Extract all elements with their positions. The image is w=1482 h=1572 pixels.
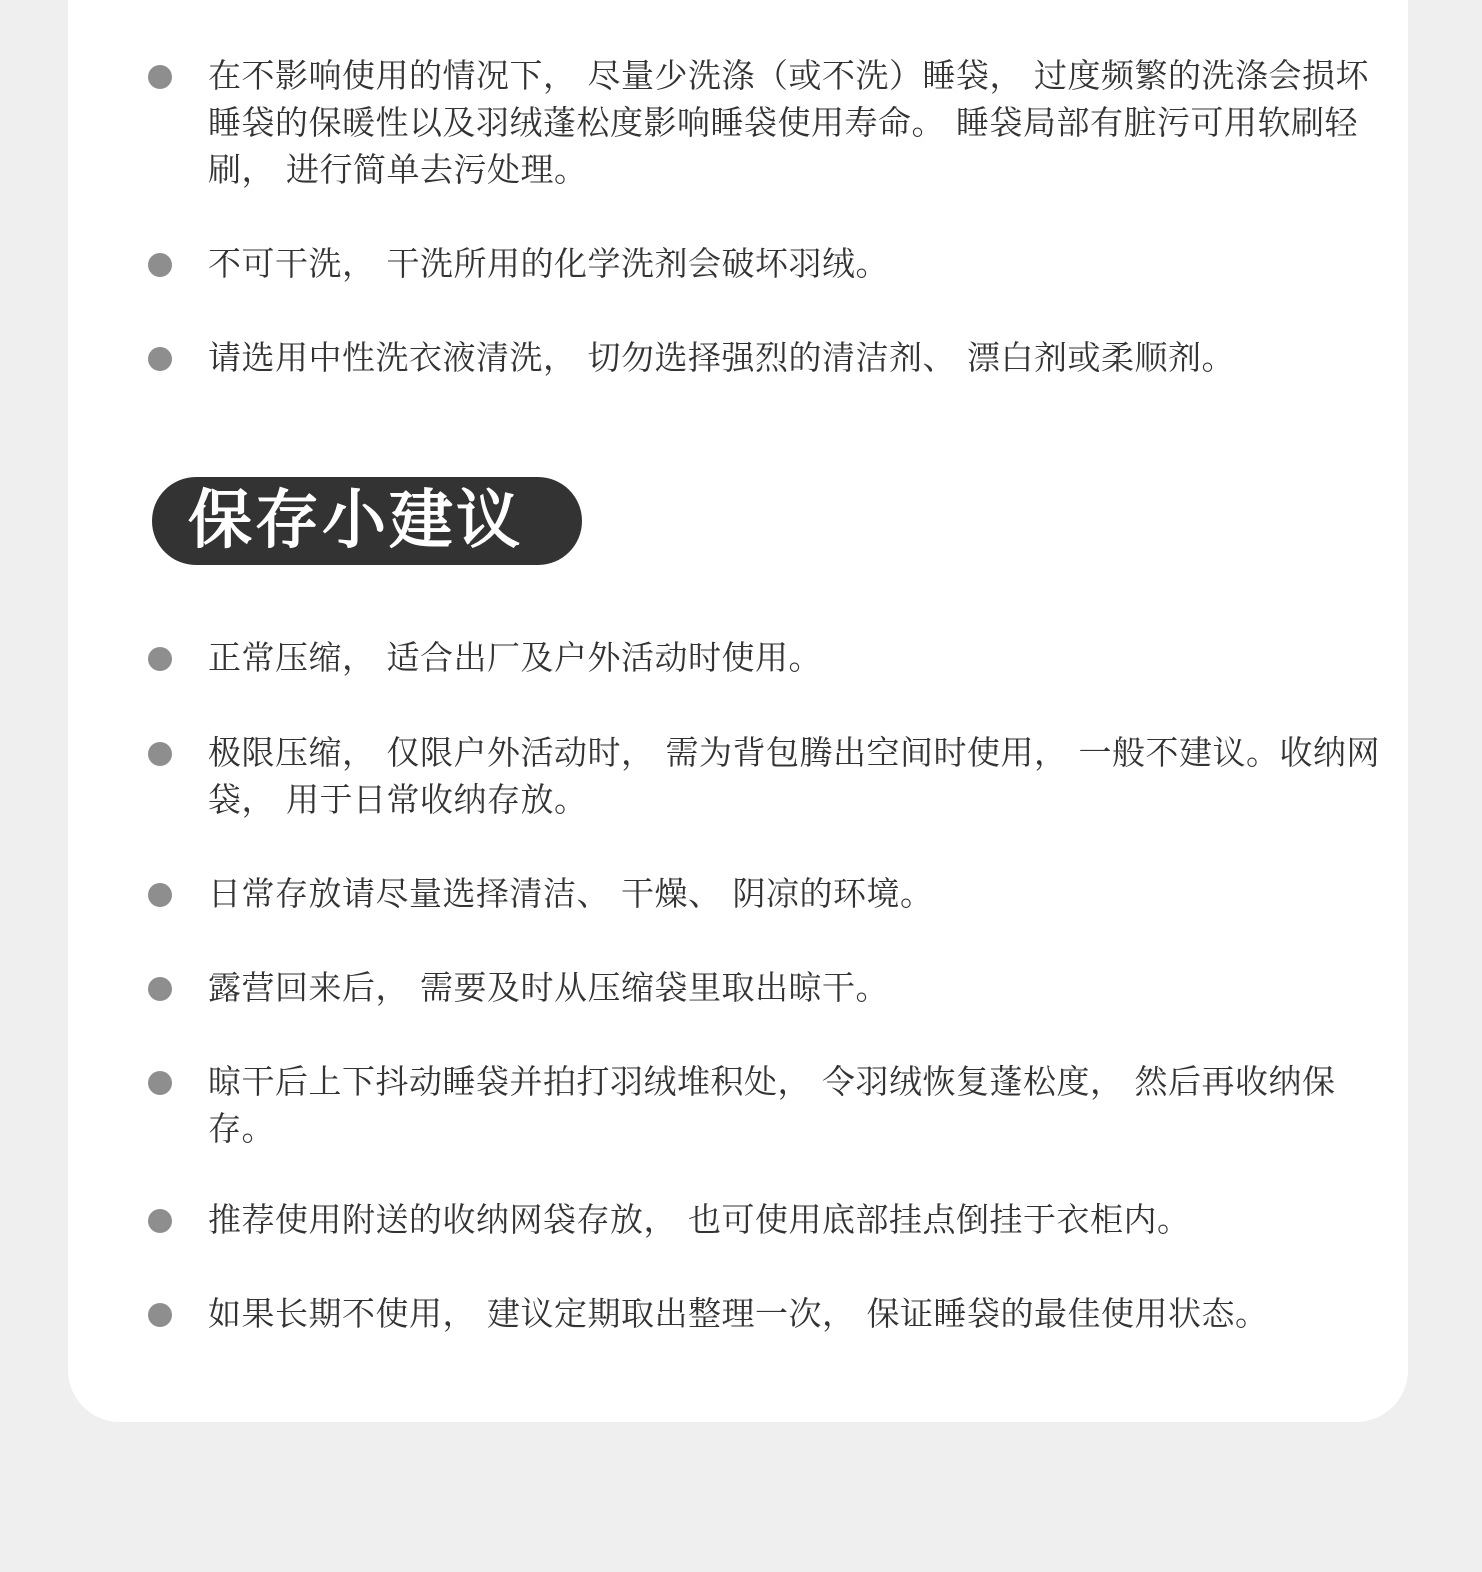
list-item [208,240,1388,287]
list-item-text: 正常压缩， 适合出厂及户外活动时使用。 [208,638,822,677]
list-item [208,334,1388,381]
list-item [208,1058,1388,1152]
list-item [208,964,1388,1011]
bullet-dot-icon [148,1209,172,1233]
list-item-text: 推荐使用附送的收纳网袋存放， 也可使用底部挂点倒挂于衣柜内。 [208,1200,1191,1239]
bullet-dot-icon [148,742,172,766]
list-item [208,729,1388,823]
list-item-text: 在不影响使用的情况下， 尽量少洗涤（或不洗）睡袋， 过度频繁的洗涤会损坏睡袋的保暖性以及羽绒蓬松度影响睡袋使用寿命。 睡袋局部有脏污可用软刷轻刷， 进行简单去污处理。 [208,56,1369,189]
list-item-text: 晾干后上下抖动睡袋并拍打羽绒堆积处， 令羽绒恢复蓬松度， 然后再收纳保存。 [208,1062,1336,1148]
list-item [208,1196,1388,1243]
bullet-dot-icon [148,647,172,671]
list-item [208,634,1388,681]
list-item [208,1290,1388,1337]
list-item [208,52,1388,193]
bullet-dot-icon [148,65,172,89]
list-item-text: 极限压缩， 仅限户外活动时， 需为背包腾出空间时使用， 一般不建议。收纳网袋， 用于日常收纳存放。 [208,733,1380,819]
list-item-text: 露营回来后， 需要及时从压缩袋里取出晾干。 [208,968,889,1007]
section-title-storage-tips: 保存小建议 [152,477,582,565]
list-item-text: 如果长期不使用， 建议定期取出整理一次， 保证睡袋的最佳使用状态。 [208,1294,1269,1333]
bullet-dot-icon [148,1071,172,1095]
bullet-dot-icon [148,347,172,371]
bullet-dot-icon [148,1303,172,1327]
list-item-text: 日常存放请尽量选择清洁、 干燥、 阴凉的环境。 [208,874,934,913]
bullet-dot-icon [148,253,172,277]
list-item [208,870,1388,917]
list-item-text: 请选用中性洗衣液清洗， 切勿选择强烈的清洁剂、 漂白剂或柔顺剂。 [208,338,1235,377]
list-item-text: 不可干洗， 干洗所用的化学洗剂会破坏羽绒。 [208,244,889,283]
bullet-dot-icon [148,977,172,1001]
bullet-dot-icon [148,883,172,907]
